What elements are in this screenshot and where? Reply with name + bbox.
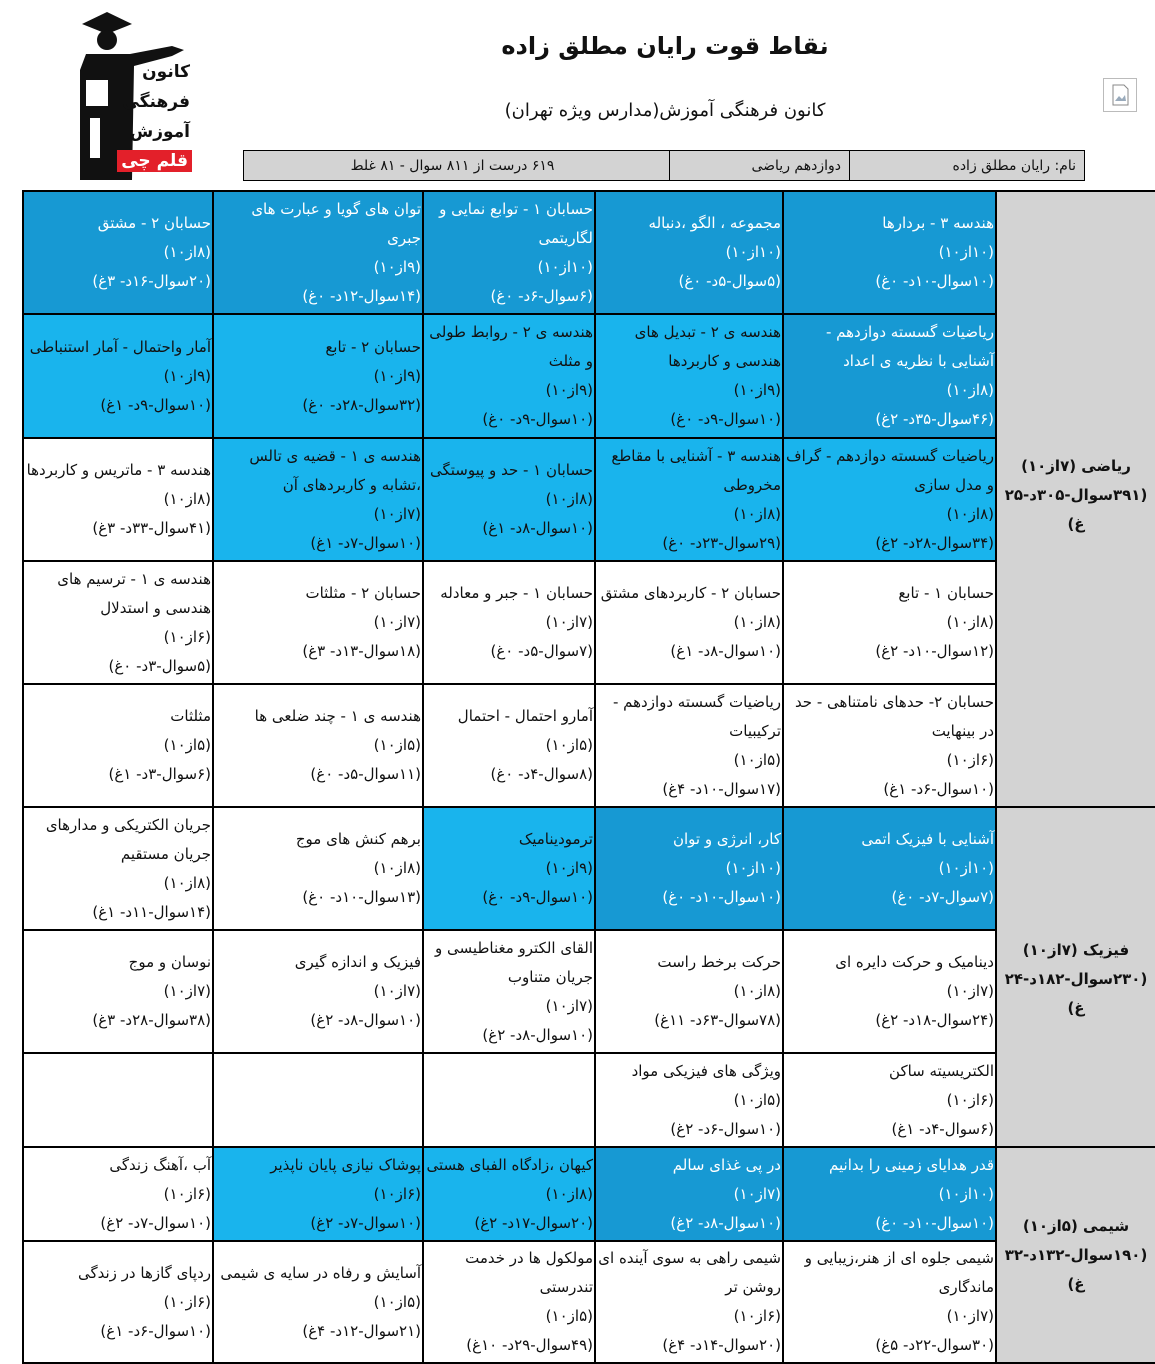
topic-cell	[783, 314, 996, 438]
topic-stats: (۱۰سوال-۱۰د- ۰غ)	[875, 272, 994, 290]
topic-score: (۵از۱۰)	[545, 736, 593, 754]
topic-cell	[783, 1053, 996, 1147]
logo-text-3: آموزش	[129, 122, 190, 142]
topic-cell	[783, 561, 996, 684]
topic-title: حسابان ۲- حدهای نامتناهی - حد در بینهایت	[794, 692, 994, 740]
topic-cell	[783, 438, 996, 561]
topic-stats: (۱۱سوال-۵د- ۰غ)	[310, 765, 421, 783]
topic-stats: (۳۴سوال-۲۸د- ۲غ)	[875, 533, 994, 552]
subject-stats: (۱۹۰سوال-۱۳۲د-۳۲غ)	[1004, 1245, 1148, 1293]
topic-stats: (۷سوال-۷د- ۰غ)	[891, 888, 994, 906]
topic-score: (۹از۱۰)	[163, 366, 211, 385]
topic-stats: (۷۸سوال-۶۳د- ۱۱غ)	[654, 1011, 781, 1029]
table-row	[23, 684, 1155, 807]
topic-cell	[423, 807, 595, 930]
topic-cell	[595, 314, 783, 438]
topic-title: ویژگی های فیزیکی مواد	[631, 1061, 781, 1080]
topic-cell	[783, 1241, 996, 1363]
topic-cell	[423, 1241, 595, 1363]
topic-title: ریاضیات گسسته دوازدهم - گراف و مدل سازی	[786, 446, 994, 494]
topic-score: (۱۰از۱۰)	[938, 859, 994, 877]
empty-cell	[23, 1053, 213, 1147]
topic-stats: (۵سوال-۵د- ۰غ)	[678, 272, 781, 290]
topic-score: (۵از۱۰)	[733, 750, 781, 769]
topic-score: (۹از۱۰)	[373, 257, 421, 276]
topic-title: ریاضیات گسسته دوازدهم - آشنایی با نظریه ی اعداد	[825, 323, 994, 370]
topic-score: (۷از۱۰)	[946, 1307, 994, 1325]
topic-stats: (۱۰سوال-۸د- ۱غ)	[670, 642, 781, 660]
table-row	[23, 191, 1155, 314]
topic-stats: (۱۷سوال-۱۰د- ۴غ)	[662, 779, 781, 798]
empty-cell	[213, 1053, 423, 1147]
subject-cell	[996, 191, 1155, 807]
topic-title: القای الکترو مغناطیسی و جریان متناوب	[435, 938, 593, 986]
topic-score: (۶از۱۰)	[946, 1090, 994, 1109]
topic-cell	[595, 561, 783, 684]
logo-text-1: کانون	[142, 62, 190, 82]
logo	[72, 10, 194, 182]
topic-stats: (۱۰سوال-۸د- ۲غ)	[482, 1025, 593, 1044]
topic-stats: (۴۶سوال-۳۵د- ۲غ)	[875, 410, 994, 428]
subject-stats: (۳۹۱سوال-۳۰۵د-۲۵غ)	[1004, 486, 1148, 533]
topic-score: (۷از۱۰)	[946, 982, 994, 1000]
topic-stats: (۶سوال-۴د- ۱غ)	[891, 1119, 994, 1138]
topic-stats: (۸سوال-۴د- ۰غ)	[490, 765, 593, 783]
topic-title: حسابان ۲ - مثلثات	[305, 584, 421, 602]
topic-score: (۷از۱۰)	[545, 996, 593, 1015]
topic-score: (۸از۱۰)	[946, 613, 994, 631]
page-title: نقاط قوت رایان مطلق زاده	[501, 32, 829, 60]
topic-score: (۷از۱۰)	[733, 1184, 781, 1203]
student-info-bar	[243, 150, 1085, 181]
subject-name: ریاضی (۷از۱۰)	[1021, 457, 1131, 475]
topic-score: (۵از۱۰)	[733, 1090, 781, 1109]
topic-score: (۹از۱۰)	[545, 381, 593, 399]
page-subtitle: کانون فرهنگی آموزش(مدارس ویژه تهران)	[504, 100, 826, 121]
topic-score: (۵از۱۰)	[373, 736, 421, 754]
topic-stats: (۷سوال-۵د- ۰غ)	[490, 642, 593, 660]
topic-stats: (۴۱سوال-۳۳د- ۳غ)	[92, 519, 211, 537]
topic-cell	[23, 807, 213, 930]
topic-title: حسابان ۱ - تابع	[898, 584, 994, 602]
topic-title: شیمی جلوه ای از هنر،زیبایی و ماندگاری	[804, 1249, 994, 1296]
topic-title: هندسه ی ۲ - تبدیل های هندسی و کاربردها	[634, 323, 781, 370]
topic-cell	[423, 561, 595, 684]
broken-image-icon	[1103, 78, 1137, 112]
topic-cell	[595, 1053, 783, 1147]
topic-cell	[423, 191, 595, 314]
topic-title: هندسه ۳ - ماتریس و کاربردها	[26, 461, 211, 479]
topic-cell	[213, 561, 423, 684]
topic-cell	[23, 1241, 213, 1363]
topic-stats: (۶سوال-۶د- ۰غ)	[490, 286, 593, 305]
topic-stats: (۱۰سوال-۹د- ۰غ)	[670, 410, 781, 428]
student-grade: دوازدهم ریاضی	[669, 151, 849, 180]
topic-cell	[783, 191, 996, 314]
topic-title: جریان الکتریکی و مدارهای جریان مستقیم	[45, 815, 211, 863]
topic-title: حسابان ۱ - جبر و معادله	[440, 584, 593, 602]
strengths-table	[22, 190, 1155, 1364]
topic-cell	[595, 684, 783, 807]
topic-stats: (۳۰سوال-۲۲د- ۵غ)	[875, 1336, 994, 1354]
logo-text-2: فرهنگی	[122, 92, 190, 112]
topic-cell	[783, 1147, 996, 1241]
topic-score: (۸از۱۰)	[545, 1184, 593, 1203]
topic-title: مولکول ها در خدمت تندرستی	[465, 1249, 593, 1296]
topic-stats: (۱۰سوال-۷د- ۱غ)	[310, 533, 421, 552]
topic-stats: (۶سوال-۳د- ۱غ)	[108, 765, 211, 783]
topic-stats: (۲۹سوال-۲۳د- ۰غ)	[662, 533, 781, 552]
topic-score: (۸از۱۰)	[733, 982, 781, 1000]
topic-stats: (۱۰سوال-۸د- ۱غ)	[482, 519, 593, 537]
topic-cell	[23, 314, 213, 438]
topic-stats: (۱۴سوال-۱۲د- ۰غ)	[302, 286, 421, 305]
topic-title: حسابان ۲ - تابع	[325, 337, 421, 356]
topic-stats: (۱۰سوال-۶د- ۲غ)	[670, 1119, 781, 1138]
topic-stats: (۱۰سوال-۹د- ۰غ)	[482, 410, 593, 428]
topic-title: قدر هدایای زمینی را بدانیم	[829, 1155, 994, 1174]
topic-cell	[595, 1147, 783, 1241]
topic-title: آمار واحتمال - آمار استنباطی	[29, 337, 211, 356]
topic-title: هندسه ی ۲ - روابط طولی و مثلث	[429, 323, 593, 370]
topic-stats: (۱۰سوال-۶د- ۱غ)	[883, 779, 994, 798]
topic-title: دینامیک و حرکت دایره ای	[835, 953, 994, 971]
topic-title: کیهان ،زادگاه الفبای هستی	[426, 1155, 593, 1174]
topic-title: الکتریسیته ساکن	[889, 1061, 994, 1080]
topic-cell	[595, 930, 783, 1053]
table-row	[23, 1241, 1155, 1363]
topic-score: (۹از۱۰)	[545, 859, 593, 877]
topic-cell	[423, 314, 595, 438]
topic-stats: (۱۰سوال-۷د- ۲غ)	[100, 1213, 211, 1232]
topic-title: آب ،آهنگ زندگی	[109, 1155, 211, 1174]
topic-cell	[23, 561, 213, 684]
topic-score: (۶از۱۰)	[163, 627, 211, 646]
topic-stats: (۱۰سوال-۸د- ۲غ)	[670, 1213, 781, 1232]
topic-score: (۸از۱۰)	[733, 504, 781, 523]
subject-stats: (۲۳۰سوال-۱۸۲د-۲۴غ)	[1004, 970, 1148, 1017]
table-row	[23, 314, 1155, 438]
topic-stats: (۱۳سوال-۱۰د- ۰غ)	[302, 888, 421, 906]
subject-name: فیزیک (۷از۱۰)	[1022, 941, 1130, 959]
topic-cell	[423, 438, 595, 561]
logo-brand: قلم چی	[117, 150, 192, 172]
topic-title: هندسه ی ۱ - چند ضلعی ها	[254, 707, 421, 725]
topic-stats: (۱۲سوال-۱۰د- ۲غ)	[875, 642, 994, 660]
topic-cell	[23, 684, 213, 807]
topic-title: ریاضیات گسسته دوازدهم - ترکیبیات	[612, 692, 781, 740]
topic-title: هندسه ۳ - بردارها	[882, 214, 994, 232]
topic-score: (۹از۱۰)	[373, 366, 421, 385]
topic-title: حسابان ۱ - توابع نمایی و لگاریتمی	[439, 199, 593, 247]
topic-cell	[213, 191, 423, 314]
topic-score: (۱۰از۱۰)	[938, 1184, 994, 1203]
topic-cell	[213, 314, 423, 438]
table-row	[23, 1147, 1155, 1241]
empty-cell	[423, 1053, 595, 1147]
topic-title: شیمی راهی به سوی آینده ای روشن تر	[598, 1249, 781, 1296]
topic-score: (۶از۱۰)	[946, 750, 994, 769]
topic-cell	[595, 438, 783, 561]
topic-title: حرکت برخط راست	[657, 953, 781, 971]
topic-stats: (۱۰سوال-۶د- ۱غ)	[100, 1321, 211, 1340]
topic-score: (۸از۱۰)	[373, 859, 421, 877]
topic-title: ردپای گازها در زندگی	[77, 1263, 211, 1282]
topic-stats: (۱۴سوال-۱۱د- ۱غ)	[92, 902, 211, 921]
topic-score: (۶از۱۰)	[163, 1292, 211, 1311]
topic-cell	[213, 807, 423, 930]
table-row	[23, 807, 1155, 930]
topic-title: آشنایی با فیزیک اتمی	[861, 830, 994, 848]
table-row	[23, 1053, 1155, 1147]
topic-title: فیزیک و اندازه گیری	[294, 953, 421, 971]
topic-title: هندسه ی ۱ - ترسیم های هندسی و استدلال	[57, 569, 211, 617]
topic-cell	[213, 1147, 423, 1241]
topic-score: (۶از۱۰)	[733, 1307, 781, 1325]
topic-score: (۸از۱۰)	[946, 504, 994, 523]
topic-stats: (۱۰سوال-۱۰د- ۰غ)	[662, 888, 781, 906]
topic-score: (۵از۱۰)	[373, 1292, 421, 1311]
topic-stats: (۱۰سوال-۹د- ۰غ)	[482, 888, 593, 906]
topic-title: مجموعه ، الگو ،دنباله	[648, 214, 781, 232]
topic-cell	[213, 684, 423, 807]
topic-stats: (۵سوال-۳د- ۰غ)	[108, 656, 211, 675]
topic-score: (۹از۱۰)	[733, 381, 781, 399]
topic-stats: (۲۰سوال-۱۷د- ۲غ)	[474, 1213, 593, 1232]
topic-title: حسابان ۱ - حد و پیوستگی	[429, 461, 593, 479]
topic-stats: (۱۰سوال-۸د- ۲غ)	[310, 1011, 421, 1029]
topic-stats: (۲۴سوال-۱۸د- ۲غ)	[875, 1011, 994, 1029]
topic-title: توان های گویا و عبارت های جبری	[251, 199, 421, 247]
topic-score: (۱۰از۱۰)	[537, 257, 593, 276]
topic-cell	[23, 1147, 213, 1241]
topic-stats: (۱۰سوال-۷د- ۲غ)	[310, 1213, 421, 1232]
subject-cell	[996, 1147, 1155, 1363]
table-row	[23, 561, 1155, 684]
topic-cell	[213, 438, 423, 561]
topic-cell	[595, 807, 783, 930]
topic-cell	[23, 930, 213, 1053]
student-name: نام: رایان مطلق زاده	[849, 151, 1084, 180]
topic-score: (۶از۱۰)	[163, 1184, 211, 1203]
total-score: ۶۱۹ درست از ۸۱۱ سوال - ۸۱ غلط	[350, 157, 555, 174]
topic-score: (۸از۱۰)	[733, 613, 781, 631]
topic-score: (۱۰از۱۰)	[725, 243, 781, 261]
topic-title: ترمودینامیک	[518, 830, 593, 848]
topic-cell	[23, 191, 213, 314]
topic-score: (۸از۱۰)	[163, 873, 211, 892]
table-row	[23, 438, 1155, 561]
topic-score: (۷از۱۰)	[163, 982, 211, 1000]
topic-cell	[213, 1241, 423, 1363]
topic-title: هندسه ۳ - آشنایی با مقاطع مخروطی	[611, 446, 781, 494]
topic-title: نوسان و موج	[128, 953, 211, 971]
topic-cell	[423, 1147, 595, 1241]
topic-score: (۸از۱۰)	[545, 490, 593, 508]
topic-stats: (۴۹سوال-۲۹د- ۱۰غ)	[466, 1336, 593, 1354]
topic-title: مثلثات	[170, 707, 211, 725]
topic-score: (۷از۱۰)	[373, 504, 421, 523]
topic-title: حسابان ۲ - مشتق	[97, 214, 211, 232]
topic-cell	[213, 930, 423, 1053]
topic-title: آسایش و رفاه در سایه ی شیمی	[220, 1263, 421, 1282]
topic-stats: (۲۰سوال-۱۴د- ۴غ)	[662, 1336, 781, 1354]
subject-name: شیمی (۵از۱۰)	[1022, 1216, 1130, 1235]
topic-title: آمارو احتمال - احتمال	[457, 707, 593, 725]
topic-score: (۷از۱۰)	[373, 613, 421, 631]
topic-score: (۶از۱۰)	[373, 1184, 421, 1203]
topic-stats: (۱۰سوال-۱۰د- ۰غ)	[875, 1213, 994, 1232]
topic-score: (۱۰از۱۰)	[938, 243, 994, 261]
topic-score: (۸از۱۰)	[163, 490, 211, 508]
topic-title: کار، انرژی و توان	[672, 830, 781, 848]
topic-title: برهم کنش های موج	[295, 830, 421, 848]
topic-cell	[23, 438, 213, 561]
topic-score: (۸از۱۰)	[163, 243, 211, 261]
topic-score: (۵از۱۰)	[163, 736, 211, 754]
topic-score: (۸از۱۰)	[946, 381, 994, 399]
topic-title: در پی غذای سالم	[672, 1155, 781, 1174]
topic-cell	[423, 930, 595, 1053]
topic-score: (۷از۱۰)	[373, 982, 421, 1000]
topic-cell	[783, 930, 996, 1053]
topic-title: حسابان ۲ - کاربردهای مشتق	[600, 584, 781, 602]
topic-stats: (۲۰سوال-۱۶د- ۳غ)	[92, 272, 211, 290]
subject-cell	[996, 807, 1155, 1147]
topic-cell	[595, 1241, 783, 1363]
topic-cell	[783, 807, 996, 930]
table-row	[23, 930, 1155, 1053]
topic-title: هندسه ی ۱ - قضیه ی تالس ،تشابه و کاربردهای آن	[249, 446, 421, 494]
topic-stats: (۱۸سوال-۱۳د- ۳غ)	[302, 642, 421, 660]
topic-stats: (۳۸سوال-۲۸د- ۳غ)	[92, 1011, 211, 1029]
topic-cell	[423, 684, 595, 807]
topic-stats: (۳۲سوال-۲۸د- ۰غ)	[302, 395, 421, 414]
topic-score: (۵از۱۰)	[545, 1307, 593, 1325]
topic-stats: (۲۱سوال-۱۲د- ۴غ)	[302, 1321, 421, 1340]
topic-title: پوشاک نیازی پایان ناپذیر	[270, 1155, 421, 1174]
topic-stats: (۱۰سوال-۹د- ۱غ)	[100, 395, 211, 414]
topic-cell	[595, 191, 783, 314]
topic-cell	[783, 684, 996, 807]
topic-score: (۷از۱۰)	[545, 613, 593, 631]
topic-score: (۱۰از۱۰)	[725, 859, 781, 877]
